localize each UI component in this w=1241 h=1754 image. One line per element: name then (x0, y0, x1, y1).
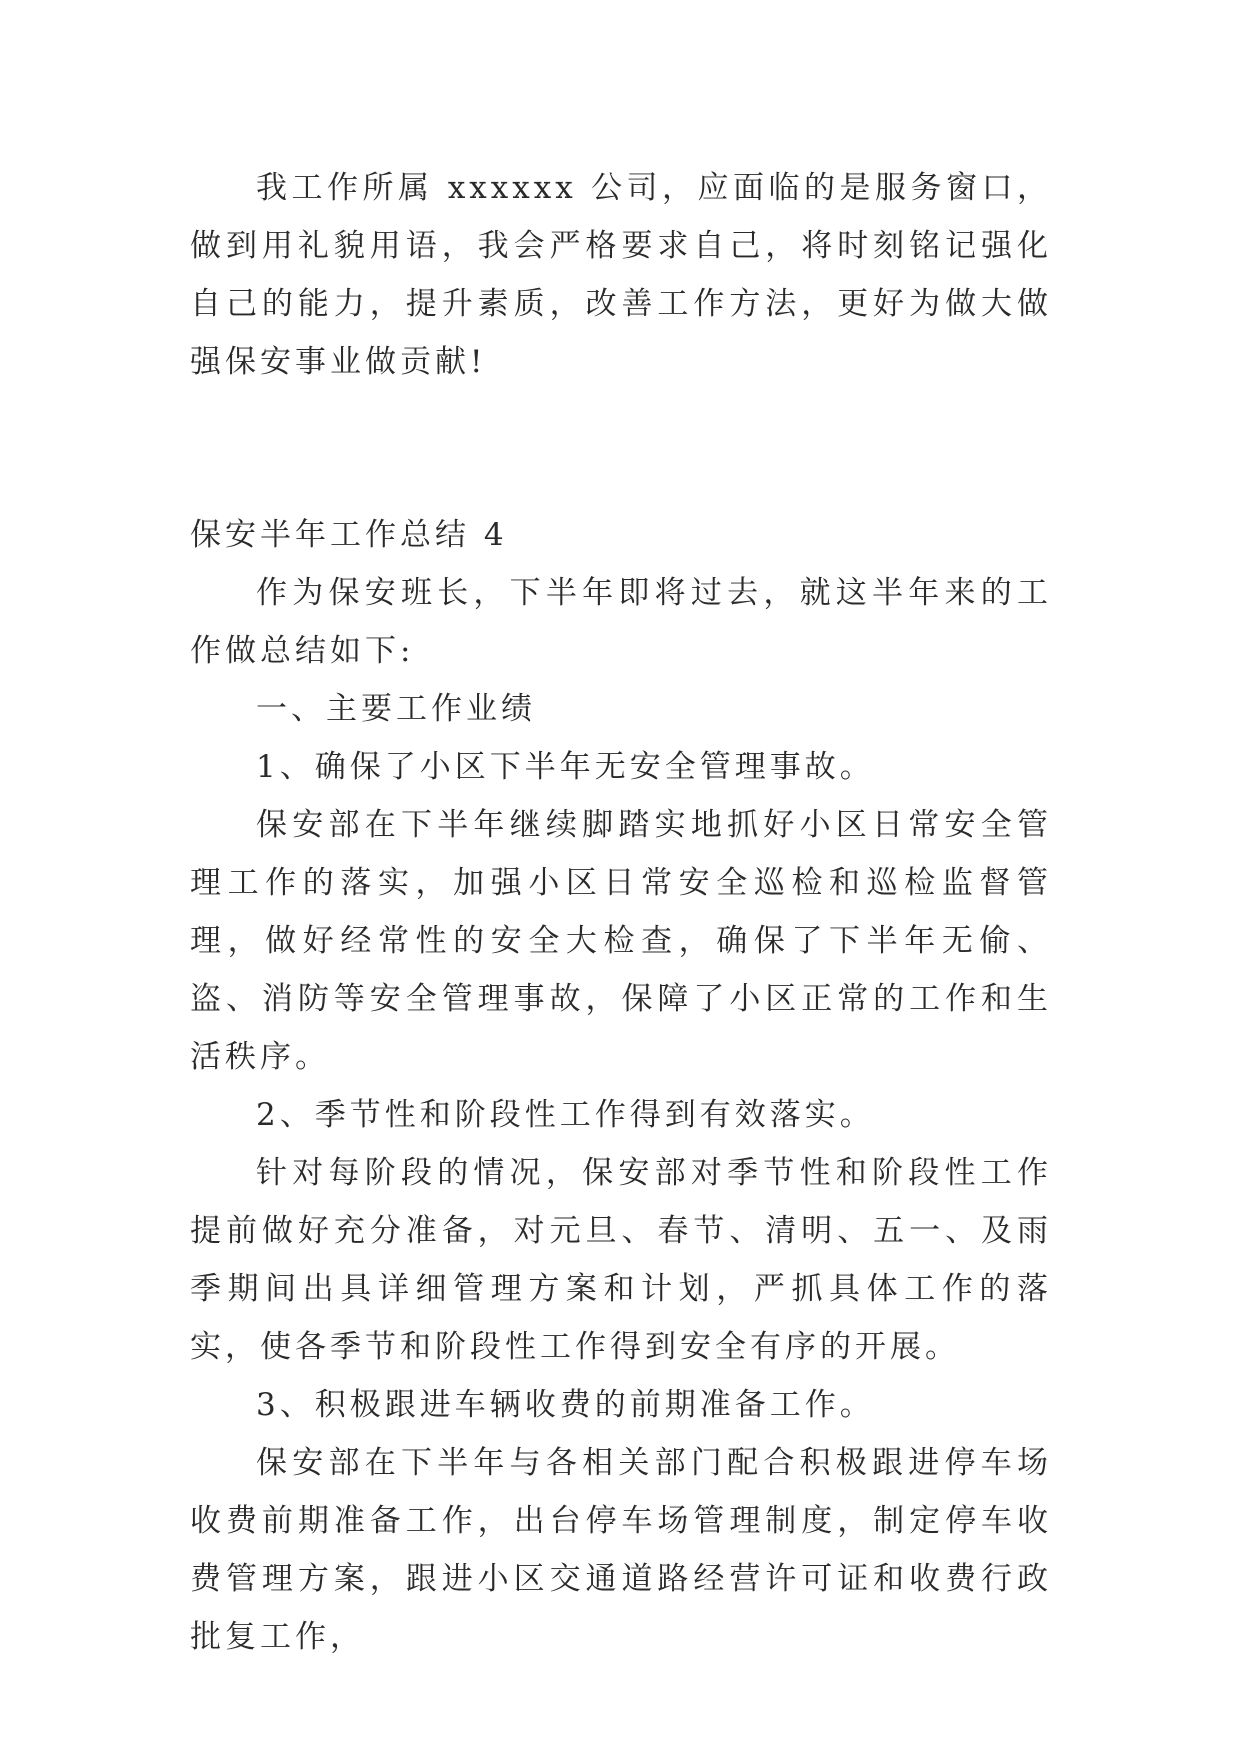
paragraph-opening: 作为保安班长，下半年即将过去，就这半年来的工作做总结如下: (190, 575, 1052, 669)
section-heading: 保安半年工作总结 4 (190, 517, 508, 553)
heading-main-achievements: 一、主要工作业绩 (256, 691, 536, 727)
paragraph-item-3: 保安部在下半年与各相关部门配合积极跟进停车场收费前期准备工作，出台停车场管理制度，制定停车收费管理方案，跟进小区交通道路经营许可证和收费行政批复工作， (190, 1445, 1052, 1655)
item-heading-1: 1、确保了小区下半年无安全管理事故。 (256, 749, 875, 785)
item-heading-2: 2、季节性和阶段性工作得到有效落实。 (256, 1097, 875, 1133)
intro-paragraph: 我工作所属 xxxxxx 公司，应面临的是服务窗口，做到用礼貌用语，我会严格要求自己，将时刻铭记强化自己的能力，提升素质，改善工作方法，更好为做大做强保安事业做贡献! (190, 170, 1052, 380)
item-heading-3: 3、积极跟进车辆收费的前期准备工作。 (256, 1387, 875, 1423)
paragraph-item-2: 针对每阶段的情况，保安部对季节性和阶段性工作提前做好充分准备，对元旦、春节、清明、五一、及雨季期间出具详细管理方案和计划，严抓具体工作的落实，使各季节和阶段性工作得到安全有序的开展。 (190, 1155, 1052, 1365)
body-content (190, 564, 1052, 1666)
paragraph-item-1: 保安部在下半年继续脚踏实地抓好小区日常安全管理工作的落实，加强小区日常安全巡检和巡检监督管理，做好经常性的安全大检查，确保了下半年无偷、盗、消防等安全管理事故，保障了小区正常的工作和生活秩序。 (190, 807, 1052, 1075)
